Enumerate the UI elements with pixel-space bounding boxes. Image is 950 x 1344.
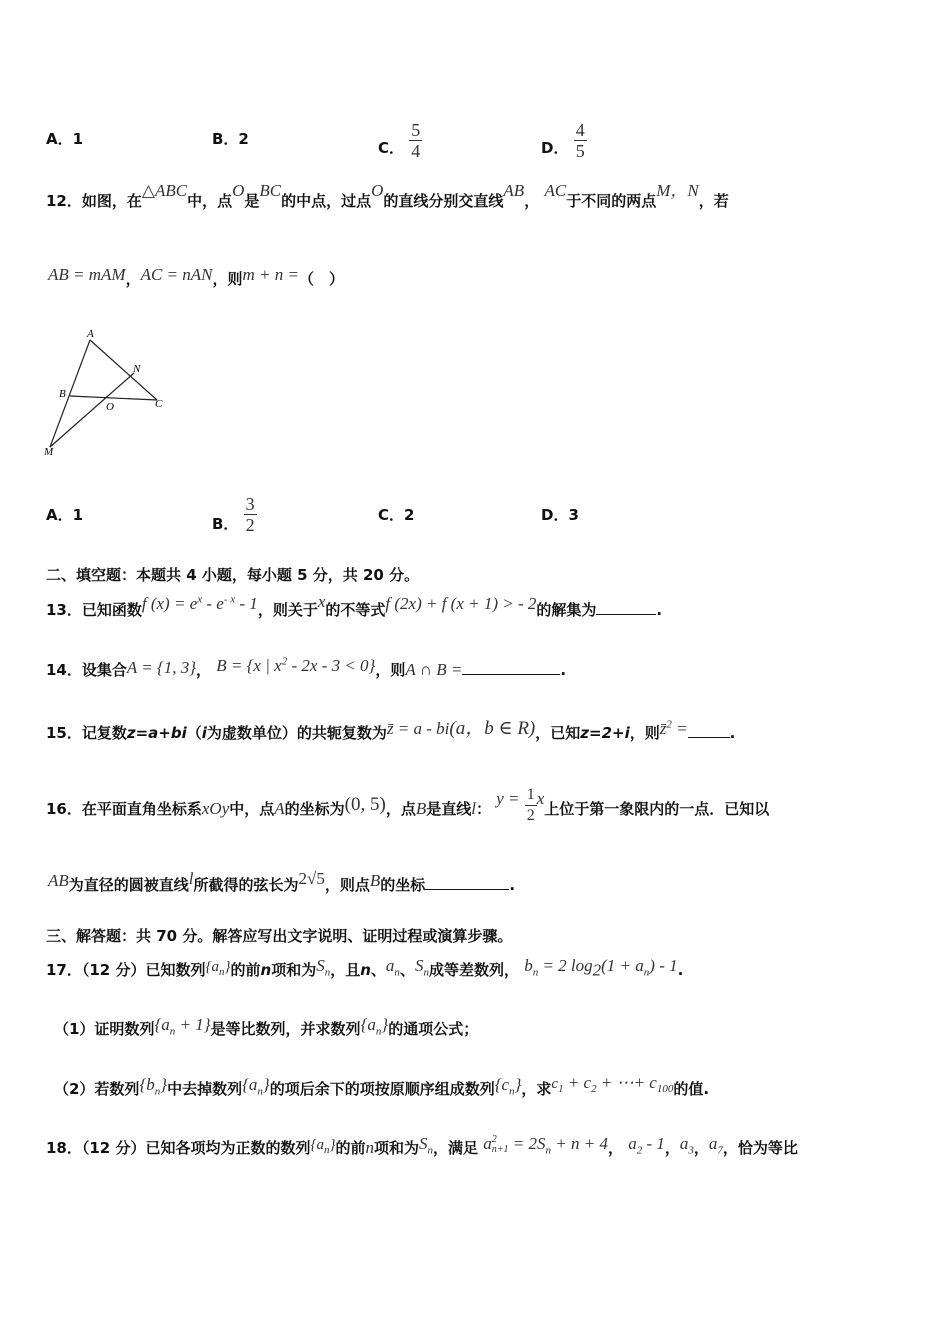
- section-2-heading: 二、填空题：本题共 4 小题，每小题 5 分，共 20 分。: [46, 566, 420, 584]
- line-mn: [50, 373, 134, 447]
- q11-option-d: D． $\frac{4}{5}$: [541, 120, 585, 161]
- q11-option-c: C． $\frac{5}{4}$: [378, 120, 421, 161]
- q15-answer-blank: [688, 737, 730, 738]
- q12-option-a: A．1: [46, 506, 84, 524]
- q12-stem-line2: AB = mAM，AC = nAN，则m + n =（ ）: [48, 265, 345, 288]
- q13-answer-blank: [596, 614, 656, 615]
- q15-stem: 15．记复数z=a+bi（i为虚数单位）的共轭复数为z̄ = a - bi(a，b ∈ R)，已知z=2+i，则z̄$^2$ = .: [46, 718, 736, 742]
- q16-stem-line2: AB为直径的圆被直线l所截得的弦长为2√5，则点B的坐标 .: [48, 869, 516, 894]
- q12-option-d: D．3: [541, 506, 579, 524]
- label-a: A: [87, 328, 94, 340]
- label-c: C: [155, 398, 163, 410]
- line-bc: [70, 396, 157, 400]
- q14-answer-blank: [462, 674, 560, 675]
- q16-stem-line1: 16．在平面直角坐标系xOy中，点A的坐标为(0, 5)，点B是直线l： y = $\frac{1}{2}$ x上位于第一象限内的一点．已知以: [46, 786, 770, 824]
- q12-option-b: B． $\frac{3}{2}$: [212, 494, 255, 535]
- q12-stem-line1: 12．如图，在△ABC中，点O是BC的中点，过点O的直线分别交直线AB， AC于不同的两点M，N，若: [46, 181, 729, 210]
- line-ma: [50, 340, 90, 447]
- q17-part1: （1）证明数列$\{a_n + 1\}$是等比数列，并求数列$\{a_n\}$的通项公式；: [54, 1015, 479, 1038]
- q17-part2: （2）若数列$\{b_n\}$中去掉数列$\{a_n\}$的项后余下的项按原顺序组成数列$\{c_n\}$，求$c_1 + c_2$ + ⋯+ $c_{100}$的值.: [54, 1073, 710, 1098]
- q18-stem: 18．（12 分）已知各项均为正数的数列$\{a_n\}$的前n项和为$S_n$，满足 a 2 n+1 = $2S_n + n + 4$， $a_2 - 1$，$a_3$，$a_7$，恰为等比: [46, 1134, 798, 1157]
- label-b: B: [59, 388, 66, 400]
- q11-option-a: A．1: [46, 130, 84, 148]
- label-o: O: [106, 401, 114, 413]
- section-3-heading: 三、解答题：共 70 分。解答应写出文字说明、证明过程或演算步骤。: [46, 927, 513, 945]
- label-m: M: [44, 446, 54, 458]
- q11-option-b: B．2: [212, 130, 249, 148]
- q13-stem: 13．已知函数f $(x) = e^x - e^{- x} - 1$，则关于x的不等式f (2x) + f (x + 1) > - 2的解集为 .: [46, 592, 663, 619]
- q16-answer-blank: [425, 889, 509, 890]
- q12-option-c: C．2: [378, 506, 415, 524]
- q14-stem: 14．设集合A = {1, 3}， B = {x | $x^2 - 2x - 3 < 0$}，则A ∩ B = .: [46, 655, 567, 679]
- q17-stem: 17．（12 分）已知数列$\{a_n\}$的前n项和为$S_n$，且n、$a_n$、$S_n$成等差数列， $b_n = 2$ $\log_2(1 + a_n) - 1$.: [46, 956, 684, 980]
- q12-triangle-figure: [40, 325, 180, 460]
- line-ac: [90, 340, 157, 400]
- label-n: N: [133, 363, 141, 375]
